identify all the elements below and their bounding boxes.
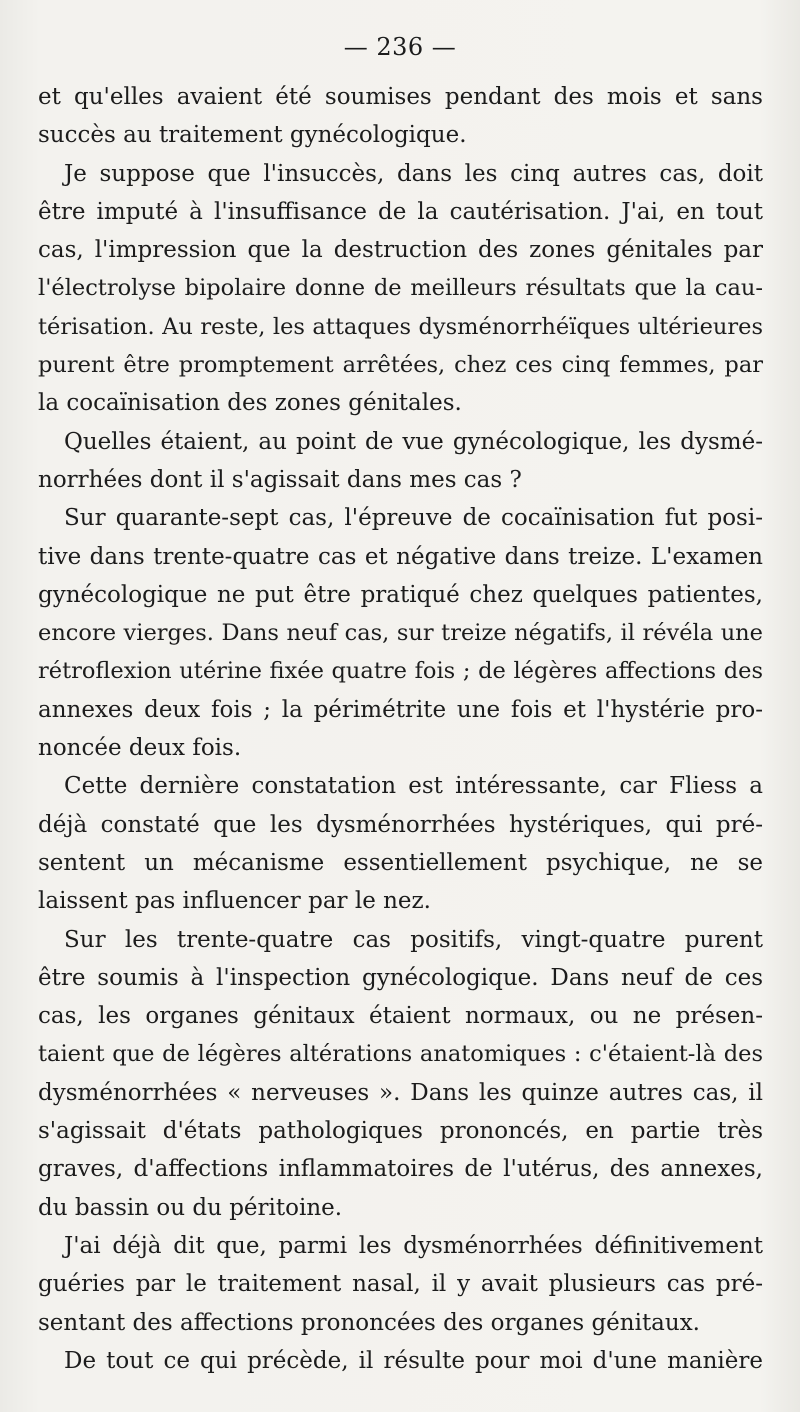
text-line: annexes deux fois ; la périmétrite une fois et l'hystérie pro-: [38, 696, 763, 723]
text-line: du bassin ou du péritoine.: [38, 1194, 343, 1221]
text-line: encore vierges. Dans neuf cas, sur treize négatifs, il révéla une: [38, 620, 763, 647]
text-line: succès au traitement gynécologique.: [38, 122, 467, 149]
text-line: être soumis à l'inspection gynécologique. Dans neuf de ces: [38, 964, 763, 991]
text-line: Sur les trente-quatre cas positifs, vingt-quatre purent: [64, 926, 763, 953]
text-line: sentant des affections prononcées des organes génitaux.: [38, 1309, 700, 1336]
text-line: purent être promptement arrêtées, chez ces cinq femmes, par: [38, 352, 763, 379]
text-line: guéries par le traitement nasal, il y avait plusieurs cas pré-: [38, 1271, 763, 1298]
text-line: J'ai déjà dit que, parmi les dysménorrhées définitivement: [64, 1232, 763, 1259]
text-line: graves, d'affections inflammatoires de l'utérus, des annexes,: [38, 1156, 763, 1183]
text-line: et qu'elles avaient été soumises pendant des mois et sans: [38, 84, 763, 110]
text-line: déjà constaté que les dysménorrhées hystériques, qui pré-: [38, 811, 763, 838]
text-line: dysménorrhées « nerveuses ». Dans les quinze autres cas, il: [38, 1079, 763, 1106]
text-line: gynécologique ne put être pratiqué chez quelques patientes,: [38, 581, 763, 608]
text-line: laissent pas influencer par le nez.: [38, 888, 431, 915]
text-line: la cocaïnisation des zones génitales.: [38, 390, 462, 417]
text-line: Je suppose que l'insuccès, dans les cinq autres cas, doit: [64, 160, 763, 187]
text-line: noncée deux fois.: [38, 735, 242, 762]
text-line: être imputé à l'insuffisance de la cautérisation. J'ai, en tout: [38, 198, 763, 225]
text-line: s'agissait d'états pathologiques prononcés, en partie très: [38, 1118, 763, 1145]
text-line: cas, l'impression que la destruction des zones génitales par: [38, 237, 763, 264]
text-line: Cette dernière constatation est intéressante, car Fliess a: [64, 773, 763, 800]
body-text: [38, 78, 763, 1380]
text-line: l'électrolyse bipolaire donne de meilleurs résultats que la cau-: [38, 275, 763, 302]
text-line: sentent un mécanisme essentiellement psychique, ne se: [38, 849, 763, 876]
text-line: térisation. Au reste, les attaques dysménorrhéïques ultérieures: [38, 313, 763, 340]
text-line: Quelles étaient, au point de vue gynécologique, les dysmé-: [64, 428, 763, 455]
text-line: taient que de légères altérations anatomiques : c'étaient-là des: [38, 1041, 763, 1068]
text-line: tive dans trente-quatre cas et négative dans treize. L'examen: [38, 543, 763, 570]
text-line: cas, les organes génitaux étaient normaux, ou ne présen-: [38, 1003, 763, 1030]
page-number: — 236 —: [343, 33, 457, 61]
text-line: norrhées dont il s'agissait dans mes cas ?: [38, 466, 522, 493]
text-line: rétroflexion utérine fixée quatre fois ; de légères affections des: [38, 658, 763, 685]
text-line: Sur quarante-sept cas, l'épreuve de cocaïnisation fut posi-: [64, 505, 763, 532]
text-line: De tout ce qui précède, il résulte pour moi d'une manière: [64, 1347, 763, 1374]
